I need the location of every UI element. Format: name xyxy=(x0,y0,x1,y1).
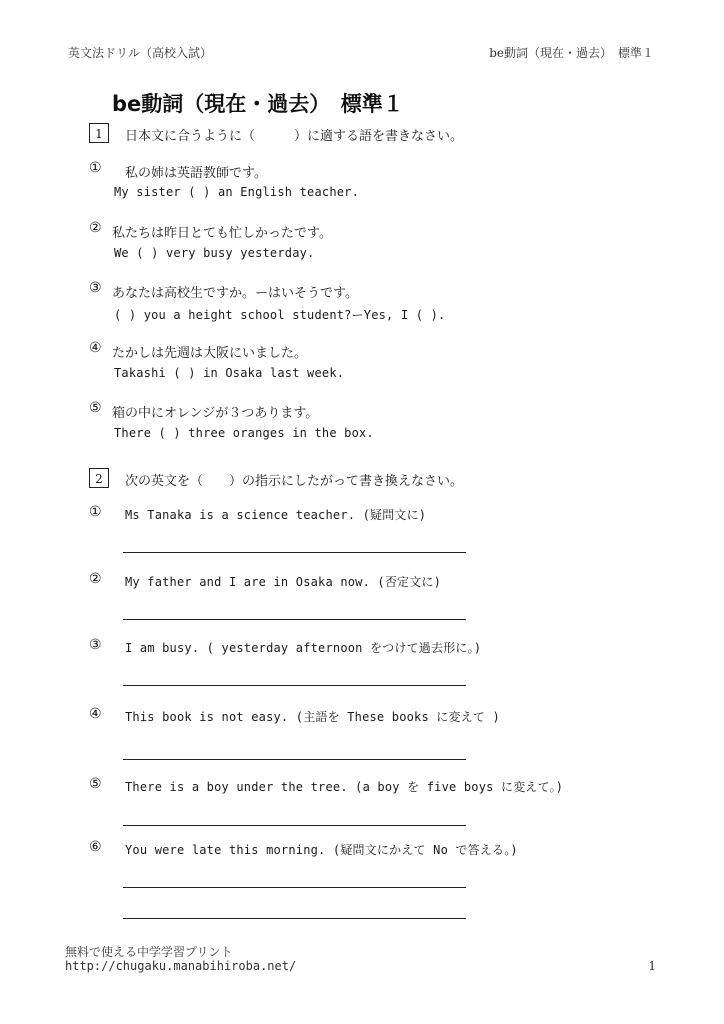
s2-item2-number: ② xyxy=(89,571,102,587)
section2-instruction: 次の英文を（ ）の指示にしたがって書き換えなさい。 xyxy=(125,474,464,489)
s2-item4-text: This book is not easy. (主語を These books に変えて ) xyxy=(125,710,500,724)
section2-number-box: 2 xyxy=(89,468,109,488)
s1-item2-english: We ( ) very busy yesterday. xyxy=(114,246,315,260)
s1-item3-number: ③ xyxy=(89,280,102,296)
s2-item3-number: ③ xyxy=(89,637,102,653)
footer-url[interactable]: http://chugaku.manabihiroba.net/ xyxy=(65,959,297,973)
s1-item2-japanese: 私たちは昨日とても忙しかったです。 xyxy=(112,226,332,241)
s2-item3-answer-line[interactable] xyxy=(123,685,466,686)
s1-item4-japanese: たかしは先週は大阪にいました。 xyxy=(112,346,308,361)
s2-item6-answer-line-1[interactable] xyxy=(123,887,466,888)
header-left: 英文法ドリル（高校入試） xyxy=(68,46,213,60)
s1-item5-english: There ( ) three oranges in the box. xyxy=(114,426,374,440)
footer-title: 無料で使える中学学習プリント xyxy=(65,945,233,959)
page-title: be動詞（現在・過去） 標準１ xyxy=(112,92,404,116)
s1-item1-number: ① xyxy=(89,160,102,176)
s2-item2-text: My father and I are in Osaka now. (否定文に) xyxy=(125,575,442,589)
s2-item5-answer-line[interactable] xyxy=(123,825,466,826)
s2-item1-answer-line[interactable] xyxy=(123,552,466,553)
page-number: 1 xyxy=(648,959,656,973)
s2-item4-number: ④ xyxy=(89,706,102,722)
s1-item3-english: ( ) you a height school student?ーYes, I ( ). xyxy=(114,308,446,322)
section1-instruction: 日本文に合うように（ ）に適する語を書きなさい。 xyxy=(125,129,464,144)
s2-item4-answer-line[interactable] xyxy=(123,759,466,760)
s1-item5-japanese: 箱の中にオレンジが３つあります。 xyxy=(112,406,319,421)
s2-item6-number: ⑥ xyxy=(89,839,102,855)
s2-item5-text: There is a boy under the tree. (a boy を five boys に変えて。) xyxy=(125,780,564,794)
section1-number-box: 1 xyxy=(89,123,109,143)
s2-item5-number: ⑤ xyxy=(89,776,102,792)
s1-item4-english: Takashi ( ) in Osaka last week. xyxy=(114,366,345,380)
s2-item1-text: Ms Tanaka is a science teacher. (疑問文に) xyxy=(125,508,427,522)
s2-item1-number: ① xyxy=(89,504,102,520)
s1-item3-japanese: あなたは高校生ですか。ーはいそうです。 xyxy=(112,286,358,301)
s1-item1-english: My sister ( ) an English teacher. xyxy=(114,185,360,199)
header-right: be動詞（現在・過去） 標準１ xyxy=(489,46,654,60)
s2-item2-answer-line[interactable] xyxy=(123,619,466,620)
s2-item3-text: I am busy. ( yesterday afternoon をつけて過去形に。) xyxy=(125,641,482,655)
s1-item2-number: ② xyxy=(89,220,102,236)
s1-item1-japanese: 私の姉は英語教師です。 xyxy=(112,166,267,181)
s1-item5-number: ⑤ xyxy=(89,400,102,416)
s2-item6-text: You were late this morning. (疑問文にかえて No で答える。) xyxy=(125,843,518,857)
s2-item6-answer-line-2[interactable] xyxy=(123,918,466,919)
s1-item4-number: ④ xyxy=(89,340,102,356)
